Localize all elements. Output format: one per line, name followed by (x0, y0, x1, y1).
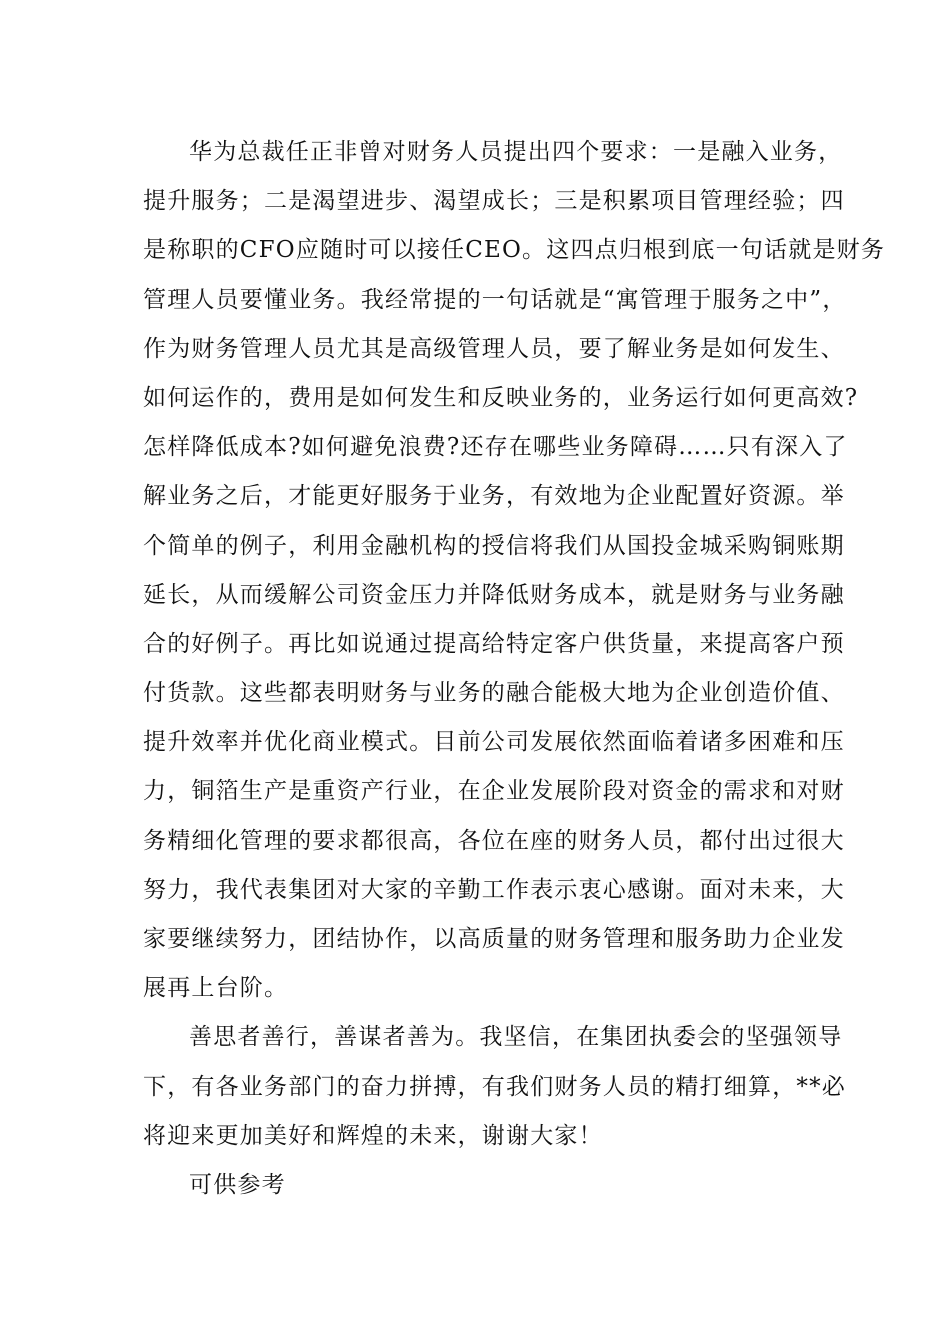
text-line: 华为总裁任正非曾对财务人员提出四个要求：一是融入业务， (189, 139, 843, 165)
text-line: 善思者善行，善谋者善为。我坚信，在集团执委会的坚强领导 (189, 1024, 843, 1051)
text-line: 提升效率并优化商业模式。目前公司发展依然面临着诸多困难和压 (143, 729, 845, 756)
text-line: 将迎来更加美好和辉煌的未来，谢谢大家！ (143, 1122, 603, 1149)
text-line: 务精细化管理的要求都很高，各位在座的财务人员，都付出过很大 (143, 827, 845, 854)
text-line: 展再上台阶。 (143, 975, 289, 1002)
closing-note: 可供参考 (189, 1171, 286, 1198)
text-line: 提升服务；二是渴望进步、渴望成长；三是积累项目管理经验；四 (143, 188, 845, 215)
paragraph-2 (143, 1013, 846, 1161)
text-line: 家要继续努力，团结协作，以高质量的财务管理和服务助力企业发 (143, 926, 845, 952)
text-line: 下，有各业务部门的奋力拼搏，有我们财务人员的精打细算，**必 (143, 1073, 846, 1100)
text-line: 解业务之后，才能更好服务于业务，有效地为企业配置好资源。举 (143, 483, 845, 510)
text-line: 延长，从而缓解公司资金压力并降低财务成本，就是财务与业务融 (143, 581, 845, 608)
text-line: 个简单的例子，利用金融机构的授信将我们从国投金城采购铜账期 (143, 532, 845, 559)
text-line: 努力，我代表集团对大家的辛勤工作表示衷心感谢。面对未来，大 (143, 876, 845, 903)
text-line: 如何运作的，费用是如何发生和反映业务的，业务运行如何更高效? (143, 384, 859, 411)
text-line: 力，铜箔生产是重资产行业，在企业发展阶段对资金的需求和对财 (143, 778, 845, 805)
text-line: 管理人员要懂业务。我经常提的一句话就是“寓管理于服务之中”， (143, 286, 847, 313)
text-line: 付货款。这些都表明财务与业务的融合能极大地为企业创造价值、 (143, 680, 845, 707)
document-body (143, 128, 886, 1210)
text-line: 怎样降低成本?如何避免浪费?还存在哪些业务障碍……只有深入了 (143, 434, 848, 461)
text-line: 是称职的CFO应随时可以接任CEO。这四点归根到底一句话就是财务 (143, 237, 886, 264)
paragraph-1 (143, 128, 886, 1013)
text-line: 合的好例子。再比如说通过提高给特定客户供货量，来提高客户预 (143, 630, 845, 657)
text-line: 作为财务管理人员尤其是高级管理人员，要了解业务是如何发生、 (143, 335, 845, 362)
